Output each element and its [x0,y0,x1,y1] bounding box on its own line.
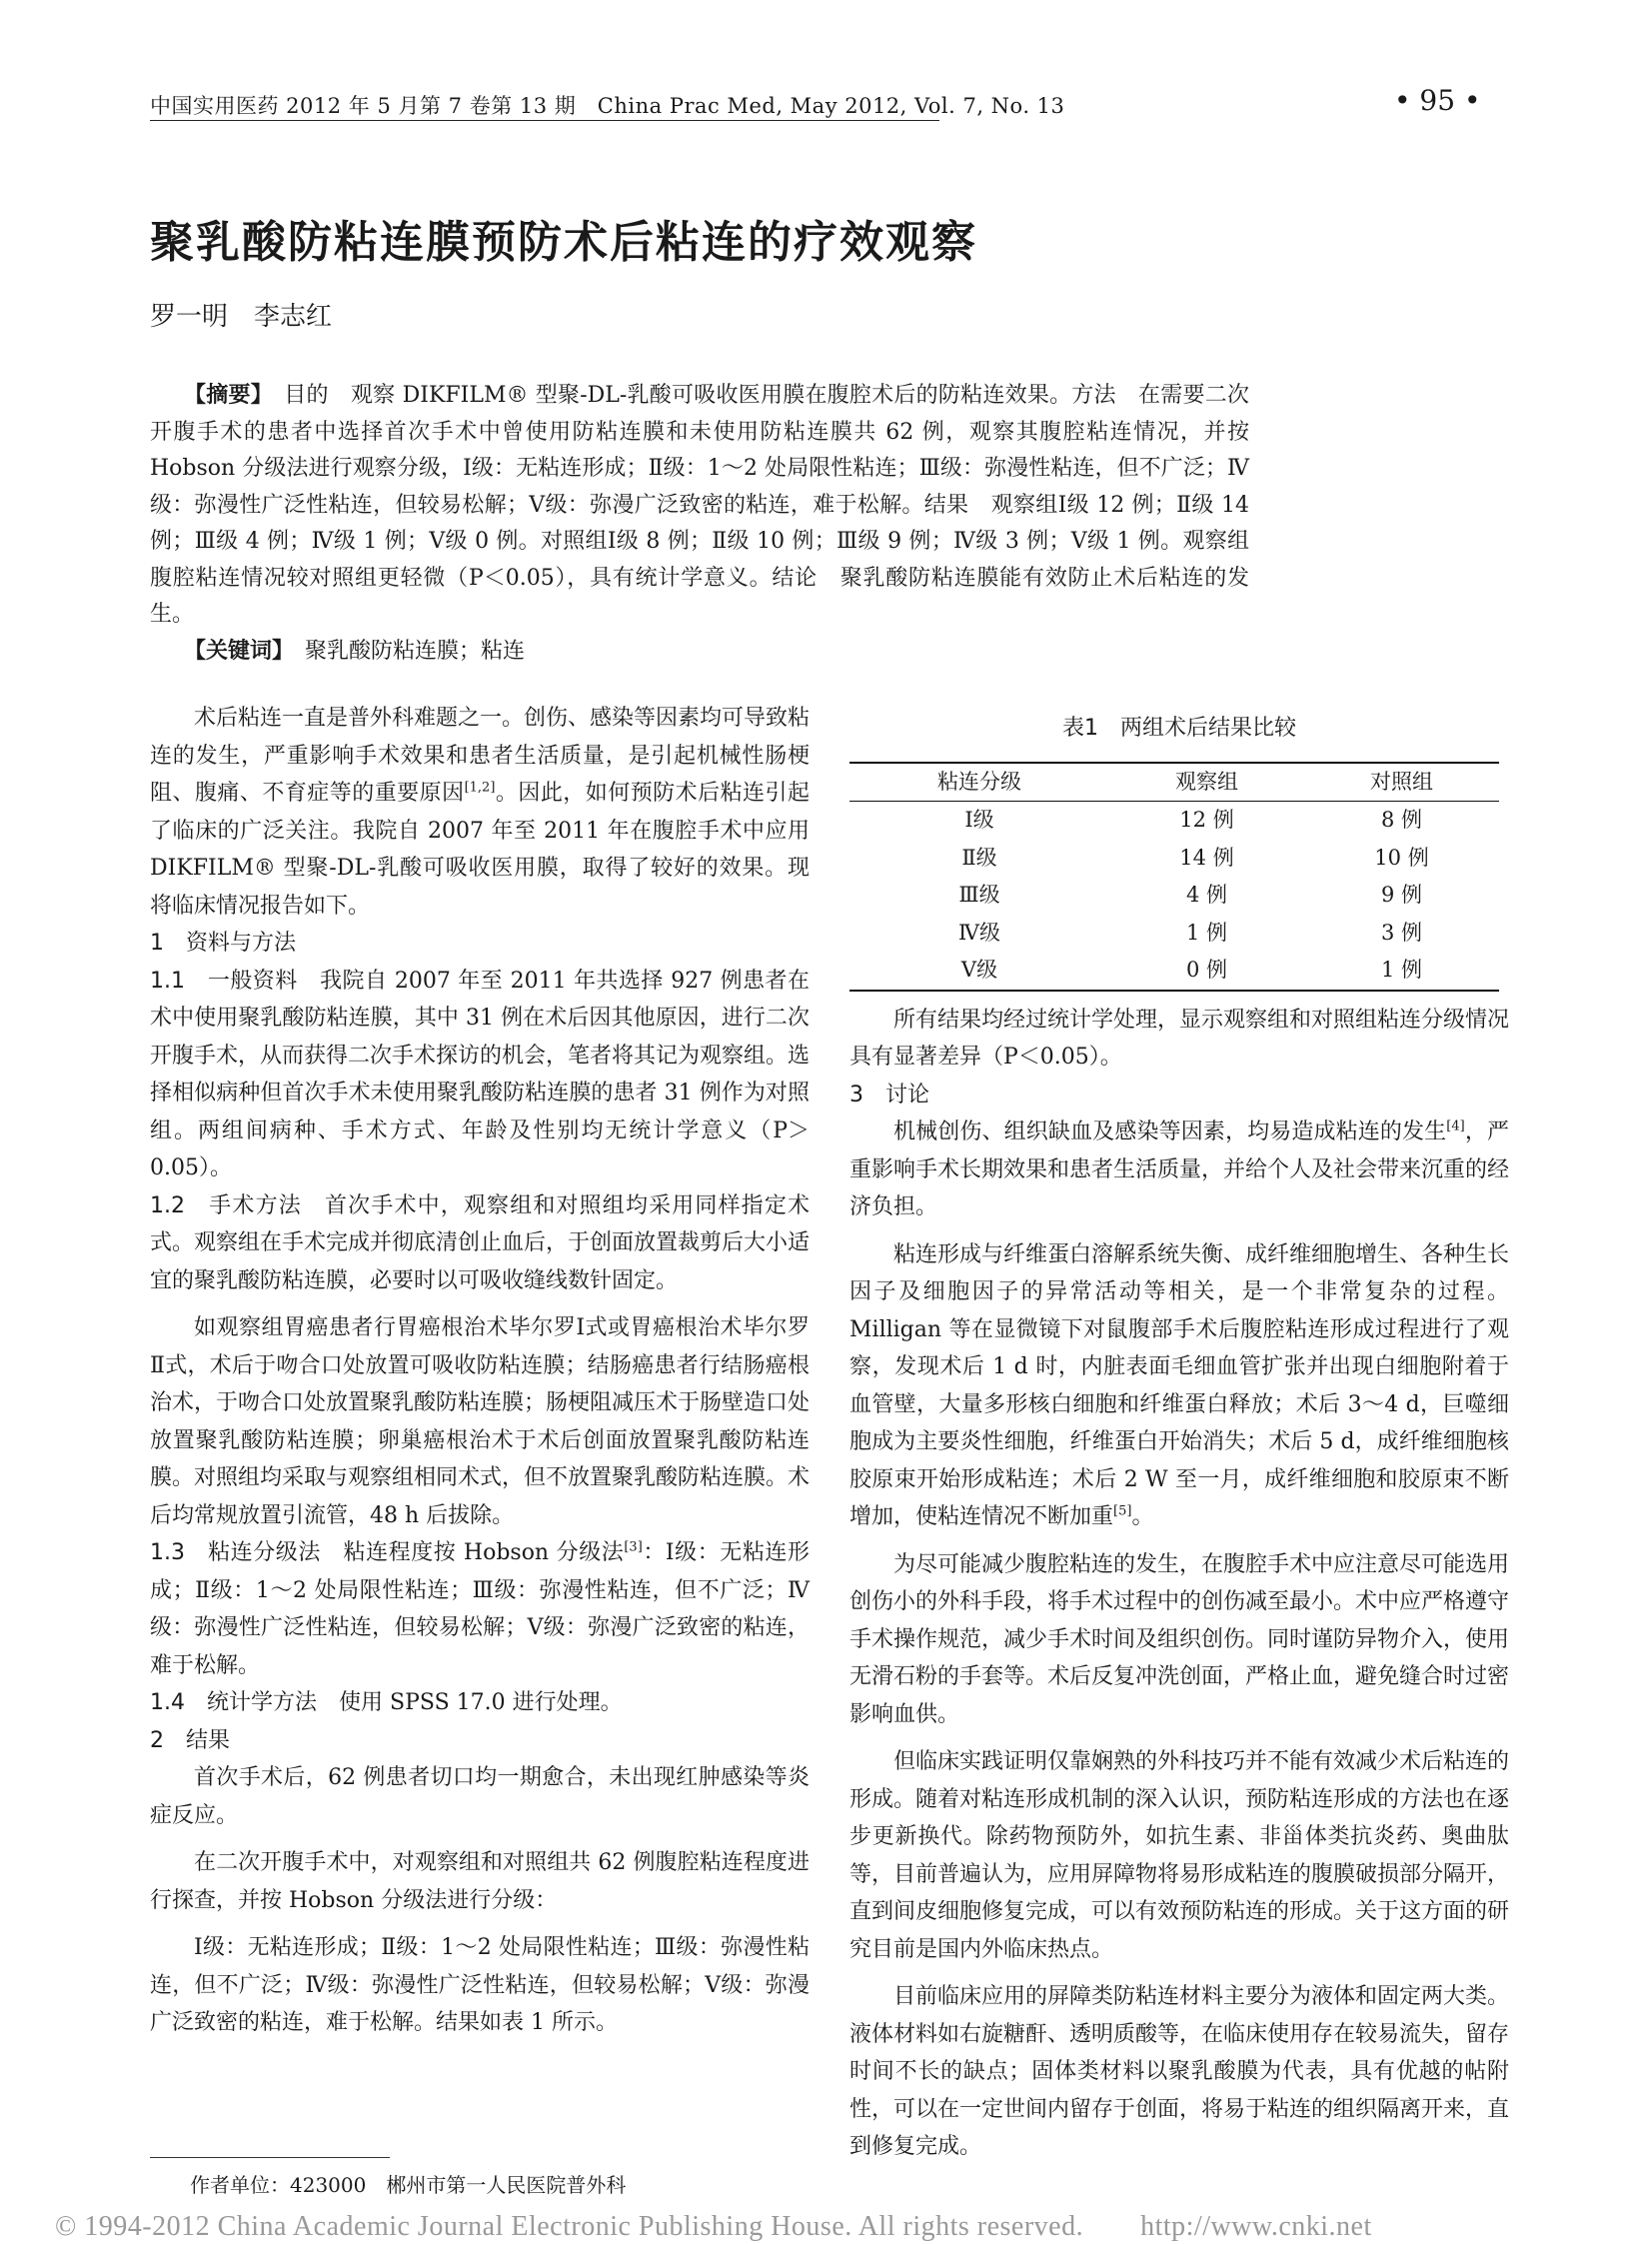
keywords-text: 聚乳酸防粘连膜；粘连 [305,638,526,664]
table-row [849,802,1499,840]
section-1-2 [150,1187,810,1300]
table-cell: 1 例 [1380,958,1423,982]
section-3-heading: 3 讨论 [849,1082,929,1108]
header-rule [150,120,939,121]
table-cell: 1 例 [1185,920,1228,945]
results-paragraph-1: 首次手术后，62 例患者切口均一期愈合，未出现红肿感染等炎症反应。 [150,1765,810,1828]
section-1-2-heading: 1.2 手术方法 [150,1192,302,1218]
table-cell: 3 例 [1380,920,1423,945]
section-1-4 [150,1684,810,1722]
abstract-label: 【摘要】 [184,383,262,408]
table-header-cell: 对照组 [1370,769,1433,794]
discussion-paragraph-4: 但临床实践证明仅靠娴熟的外科技巧并不能有效减少术后粘连的形成。随着对粘连形成机制的深入认识，预防粘连形成的方法也在逐步更新换代。除药物预防外，如抗生素、非甾体类抗炎药、奥曲肽等，目前普遍认为，应用屏障物将易形成粘连的腹膜破损部分隔开，直到间皮细胞修复完成，可以有效预防粘连的形成。关于这方面的研究目前是国内外临床热点。 [849,1749,1510,1962]
section-1-2-paragraph-b: 如观察组胃癌患者行胃癌根治术毕尔罗Ⅰ式或胃癌根治术毕尔罗Ⅱ式，术后于吻合口处放置可吸收防粘连膜；结肠癌患者行结肠癌根治术，于吻合口处放置聚乳酸防粘连膜；肠梗阻减压术于肠壁造口处放置聚乳酸防粘连膜；卵巢癌根治术于术后创面放置聚乳酸防粘连膜。对照组均采取与观察组相同术式，但不放置聚乳酸防粘连膜。术后均常规放置引流管，48 h 后拔除。 [150,1315,811,1528]
table-cell: 4 例 [1185,883,1228,907]
intro-text-cont: 。因此，如何预防术后粘连引起了临床的广泛关注。我院自 2007 年至 2011 年在腹腔手术中应用 DIKFILM® 型聚-DL-乳酸可吸收医用膜，取得了较好的效果。现将临床情况报告如下。 [150,781,810,919]
section-2-heading: 2 结果 [150,1727,230,1753]
intro-ref: [1,2] [464,780,496,796]
abstract [150,378,1249,670]
section-1-4-heading: 1.4 统计学方法 [150,1690,317,1715]
page-number: • 95 • [1394,84,1481,117]
results-paragraph-2: 在二次开腹手术中，对观察组和对照组共 62 例腹腔粘连程度进行探查，并按 Hobson 分级法进行分级： [150,1850,810,1913]
abstract-text: 目的 观察 DIKFILM® 型聚-DL-乳酸可吸收医用膜在腹腔术后的防粘连效果。方法 在需要二次开腹手术的患者中选择首次手术中曾使用防粘连膜和未使用防粘连膜共 62 例，观察其腹腔粘连情况，并按 Hobson 分级法进行观察分级，Ⅰ级：无粘连形成；Ⅱ级：1～2 处局限性粘连；Ⅲ级：弥漫性粘连，但不广泛；Ⅳ级：弥漫性广泛性粘连，但较易松解；Ⅴ级：弥漫广泛致密的粘连，难于松解。结果 观察组Ⅰ级 12 例；Ⅱ级 14 例；Ⅲ级 4 例；Ⅳ级 1 例；Ⅴ级 0 例。对照组Ⅰ级 8 例；Ⅱ级 10 例；Ⅲ级 9 例；Ⅳ级 3 例；Ⅴ级 1 例。观察组腹腔粘连情况较对照组更轻微（P＜0.05），具有统计学意义。结论 聚乳酸防粘连膜能有效防止术后粘连的发生。 [150,383,1249,627]
table-cell: 14 例 [1179,845,1234,870]
discussion-2-text: 粘连形成与纤维蛋白溶解系统失衡、成纤维细胞增生、各种生长因子及细胞因子的异常活动等相关，是一个非常复杂的过程。Milligan 等在显微镜下对鼠腹部手术后腹腔粘连形成过程进行了观察，发现术后 1 d 时，内脏表面毛细血管扩张并出现白细胞附着于血管壁，大量多形核白细胞和纤维蛋白释放；术后 3～4 d，巨噬细胞成为主要炎性细胞，纤维蛋白开始消失；术后 5 d，成纤维细胞核胶原束开始形成粘连；术后 2 W 至一月，成纤维细胞和胶原束不断增加，使粘连情况不断加重 [849,1241,1510,1529]
discussion-1-text-cont: ，严重影响手术长期效果和患者生活质量，并给个人及社会带来沉重的经济负担。 [849,1120,1510,1219]
table-cell: Ⅴ级 [960,958,998,982]
keywords [150,634,1249,671]
section-1-3-text-a: 粘连程度按 Hobson 分级法 [343,1540,625,1565]
discussion-paragraph-5: 目前临床应用的屏障类防粘连材料主要分为液体和固定两大类。液体材料如右旋糖酐、透明质酸等，在临床使用存在较易流失，留存时间不长的缺点；固体类材料以聚乳酸膜为代表，具有优越的帖附性，可以在一定世间内留存于创面，将易于粘连的组织隔离开来，直到修复完成。 [849,1984,1510,2159]
table-cell: 12 例 [1179,808,1234,832]
discussion-paragraph-1 [849,1114,1509,1226]
table-cell: 0 例 [1185,958,1228,982]
authors: 罗一明 李志红 [150,302,333,332]
left-column [150,700,810,2042]
copyright-watermark: © 1994-2012 China Academic Journal Electronic Publishing House. All rights reserved. http://www.cnki.net [55,2211,1372,2242]
discussion-2-text-cont: 。 [1131,1504,1154,1529]
table-caption: 表1 两组术后结果比较 [1062,716,1296,741]
discussion-1-text: 机械创伤、组织缺血及感染等因素，均易造成粘连的发生 [893,1120,1447,1144]
table-cell: 10 例 [1374,845,1429,870]
table-cell: Ⅰ级 [964,808,994,832]
table-row [849,840,1499,878]
table-header-cell: 粘连分级 [937,769,1021,794]
table-summary: 所有结果均经过统计学处理，显示观察组和对照组粘连分级情况具有显著差异（P＜0.05）。 [849,1007,1510,1070]
section-1-3-heading: 1.3 粘连分级法 [150,1540,321,1565]
table-cell: Ⅳ级 [958,920,1000,945]
author-affiliation: 作者单位：423000 郴州市第一人民医院普外科 [190,2173,627,2197]
section-1-1-text: 我院自 2007 年至 2011 年共选择 927 例患者在术中使用聚乳酸防粘连膜，其中 31 例在术后因其他原因，进行二次开腹手术，从而获得二次手术探访的机会，笔者将其记为观察组。选择相似病种但首次手术未使用聚乳酸防粘连膜的患者 31 例作为对照组。两组间病种、手术方式、年龄及性别均无统计学意义（P＞0.05）。 [150,968,811,1180]
table-cell: Ⅲ级 [958,883,1000,907]
section-1-3-ref: [3] [624,1539,643,1555]
section-1-heading: 1 资料与方法 [150,931,296,956]
results-paragraph-3: Ⅰ级：无粘连形成；Ⅱ级：1～2 处局限性粘连；Ⅲ级：弥漫性粘连，但不广泛；Ⅳ级：弥漫性广泛性粘连，但较易松解；Ⅴ级：弥漫广泛致密的粘连，难于松解。结果如表 1 所示。 [150,1935,810,2035]
section-1-2-text: 首次手术中，观察组和对照组均采用同样指定术式。观察组在手术完成并彻底清创止血后，于创面放置裁剪后大小适宜的聚乳酸防粘连膜，必要时以可吸收缝线数针固定。 [150,1192,811,1293]
table-cell: 9 例 [1380,883,1423,907]
abstract-body [150,378,1249,634]
table-header-row [849,763,1499,802]
table-cell: 8 例 [1380,808,1423,832]
table-header-cell: 观察组 [1175,769,1238,794]
table-row [849,877,1499,915]
footnote-rule [150,2157,390,2158]
article-title: 聚乳酸防粘连膜预防术后粘连的疗效观察 [150,217,977,268]
table-cell: Ⅱ级 [961,845,997,870]
table-row [849,952,1499,991]
discussion-paragraph-3: 为尽可能减少腹腔粘连的发生，在腹腔手术中应注意尽可能选用创伤小的外科手段，将手术过程中的创伤减至最小。术中应严格遵守手术操作规范，减少手术时间及组织创伤。同时谨防异物介入，使用无滑石粉的手套等。术后反复冲洗创面，严格止血，避免缝合时过密影响血供。 [849,1551,1510,1727]
results-table [849,762,1499,992]
section-1-1 [150,963,810,1187]
section-1-3-text-b: ：Ⅰ级：无粘连形成；Ⅱ级：1～2 处局限性粘连；Ⅲ级：弥漫性粘连，但不广泛；Ⅳ级：弥漫性广泛性粘连，但较易松解；Ⅴ级：弥漫广泛致密的粘连，难于松解。 [150,1540,810,1678]
journal-header: 中国实用医药 2012 年 5 月第 7 卷第 13 期 China Prac Med, May 2012, Vol. 7, No. 13 [150,94,1065,118]
right-column [849,710,1509,2166]
section-1-3 [150,1534,810,1684]
discussion-paragraph-2 [849,1236,1509,1536]
table-row [849,915,1499,953]
keywords-label: 【关键词】 [184,638,284,664]
discussion-2-ref: [5] [1113,1503,1132,1519]
section-1-4-text: 使用 SPSS 17.0 进行处理。 [339,1690,623,1715]
section-1-1-heading: 1.1 一般资料 [150,968,298,994]
intro-paragraph [150,700,810,925]
discussion-1-ref: [4] [1446,1119,1465,1134]
intro-text: 术后粘连一直是普外科难题之一。创伤、感染等因素均可导致粘连的发生，严重影响手术效果和患者生活质量，是引起机械性肠梗阻、腹痛、不育症等的重要原因 [150,706,811,806]
